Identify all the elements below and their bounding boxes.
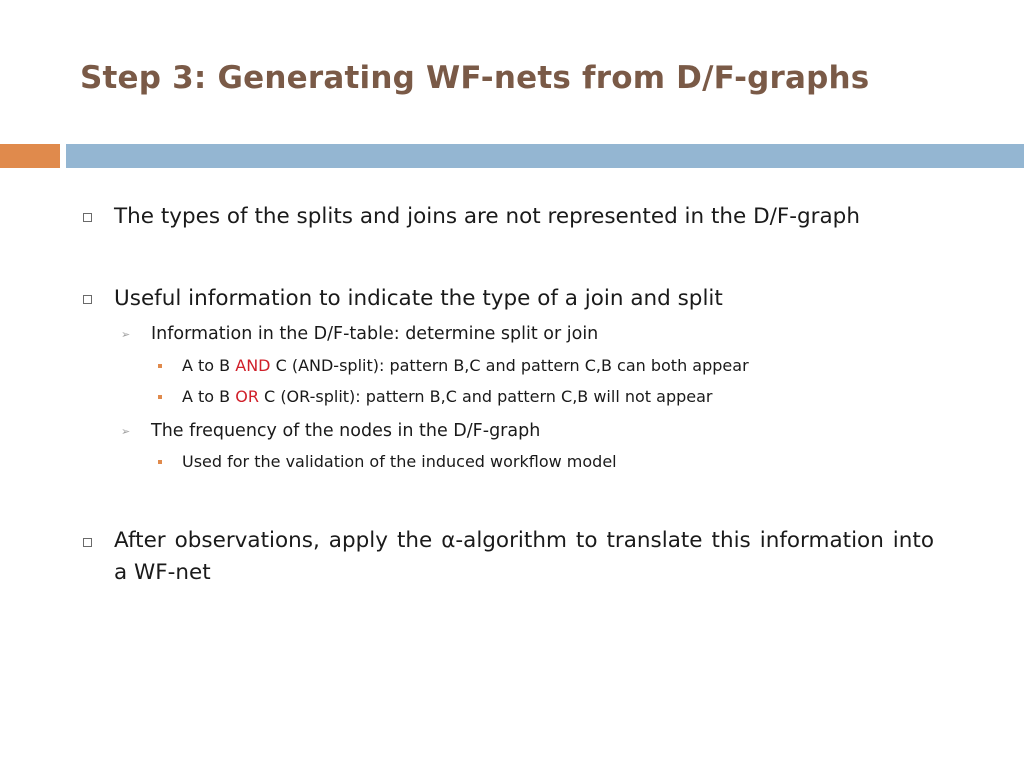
sub-sub-bullet-or bbox=[182, 386, 922, 408]
text-segment: C (AND-split): pattern B,C and pattern C,B can both appear bbox=[270, 356, 749, 375]
arrowhead-bullet-icon: ➢ bbox=[121, 328, 131, 341]
keyword-or: OR bbox=[235, 387, 259, 406]
keyword-and: AND bbox=[235, 356, 271, 375]
bullet-item-2: Useful information to indicate the type of a join and split bbox=[114, 286, 723, 311]
slide-title: Step 3: Generating WF-nets from D/F-graphs bbox=[80, 60, 870, 96]
hollow-square-bullet-icon bbox=[83, 213, 92, 222]
text-segment: A to B bbox=[182, 356, 236, 375]
hollow-square-bullet-icon bbox=[83, 538, 92, 547]
bullet-item-1: The types of the splits and joins are not represented in the D/F-graph bbox=[114, 204, 860, 229]
sub-sub-bullet-validation: Used for the validation of the induced workflow model bbox=[182, 452, 617, 471]
sub-bullet-1: Information in the D/F-table: determine split or join bbox=[151, 324, 599, 344]
sub-bullet-2: The frequency of the nodes in the D/F-graph bbox=[151, 421, 541, 441]
hollow-square-bullet-icon bbox=[83, 295, 92, 304]
text-segment: A to B bbox=[182, 387, 236, 406]
header-accent-blue bbox=[66, 144, 1024, 168]
orange-square-bullet-icon bbox=[158, 460, 162, 464]
orange-square-bullet-icon bbox=[158, 395, 162, 399]
sub-sub-bullet-and bbox=[182, 355, 922, 377]
header-accent-orange bbox=[0, 144, 60, 168]
text-segment: C (OR-split): pattern B,C and pattern C,B will not appear bbox=[258, 387, 713, 406]
orange-square-bullet-icon bbox=[158, 364, 162, 368]
arrowhead-bullet-icon: ➢ bbox=[121, 425, 131, 438]
bullet-item-3: After observations, apply the α-algorithm to translate this information into a WF-net bbox=[114, 528, 934, 585]
